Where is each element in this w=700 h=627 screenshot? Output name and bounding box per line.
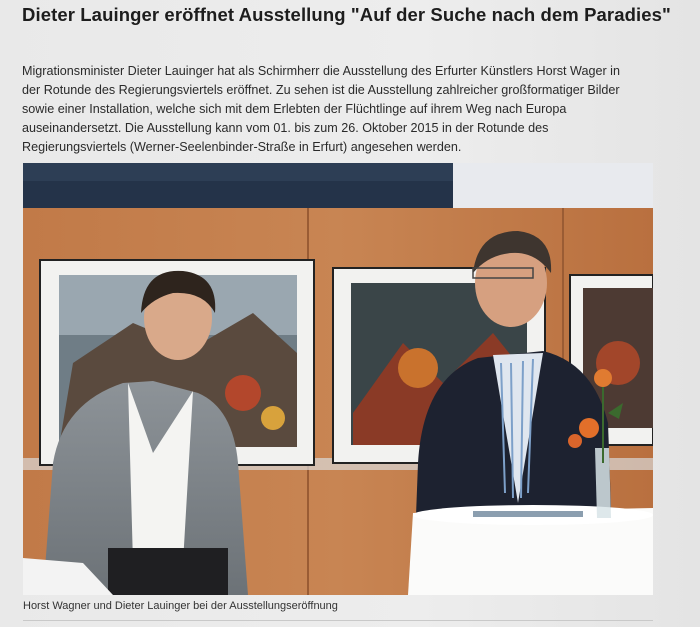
- article-title: Dieter Lauinger eröffnet Ausstellung "Auf der Suche nach dem Paradies": [22, 4, 671, 25]
- divider-line: [23, 620, 653, 621]
- photo-caption: Horst Wagner und Dieter Lauinger bei der Ausstellungseröffnung: [23, 600, 338, 612]
- intro-line: auseinandersetzt. Die Ausstellung kann vom 01. bis zum 26. Oktober 2015 in der Rotunde des: [22, 121, 549, 135]
- intro-line: Migrationsminister Dieter Lauinger hat als Schirmherr die Ausstellung des Erfurter Künstlers Horst Wager in: [22, 64, 620, 78]
- article-intro: [22, 62, 687, 157]
- intro-line: der Rotunde des Regierungsviertels eröffnet. Zu sehen ist die Ausstellung zahlreicher großformatiger Bilder: [22, 83, 620, 97]
- intro-line: Regierungsviertels (Werner-Seelenbinder-Straße in Erfurt) angesehen werden.: [22, 140, 462, 154]
- article-photo: [23, 163, 653, 595]
- exhibition-photo-illustration: [23, 163, 653, 595]
- intro-line: sowie einer Installation, welche sich mit dem Erlebten der Flüchtlinge auf ihrem Weg nach Europa: [22, 102, 567, 116]
